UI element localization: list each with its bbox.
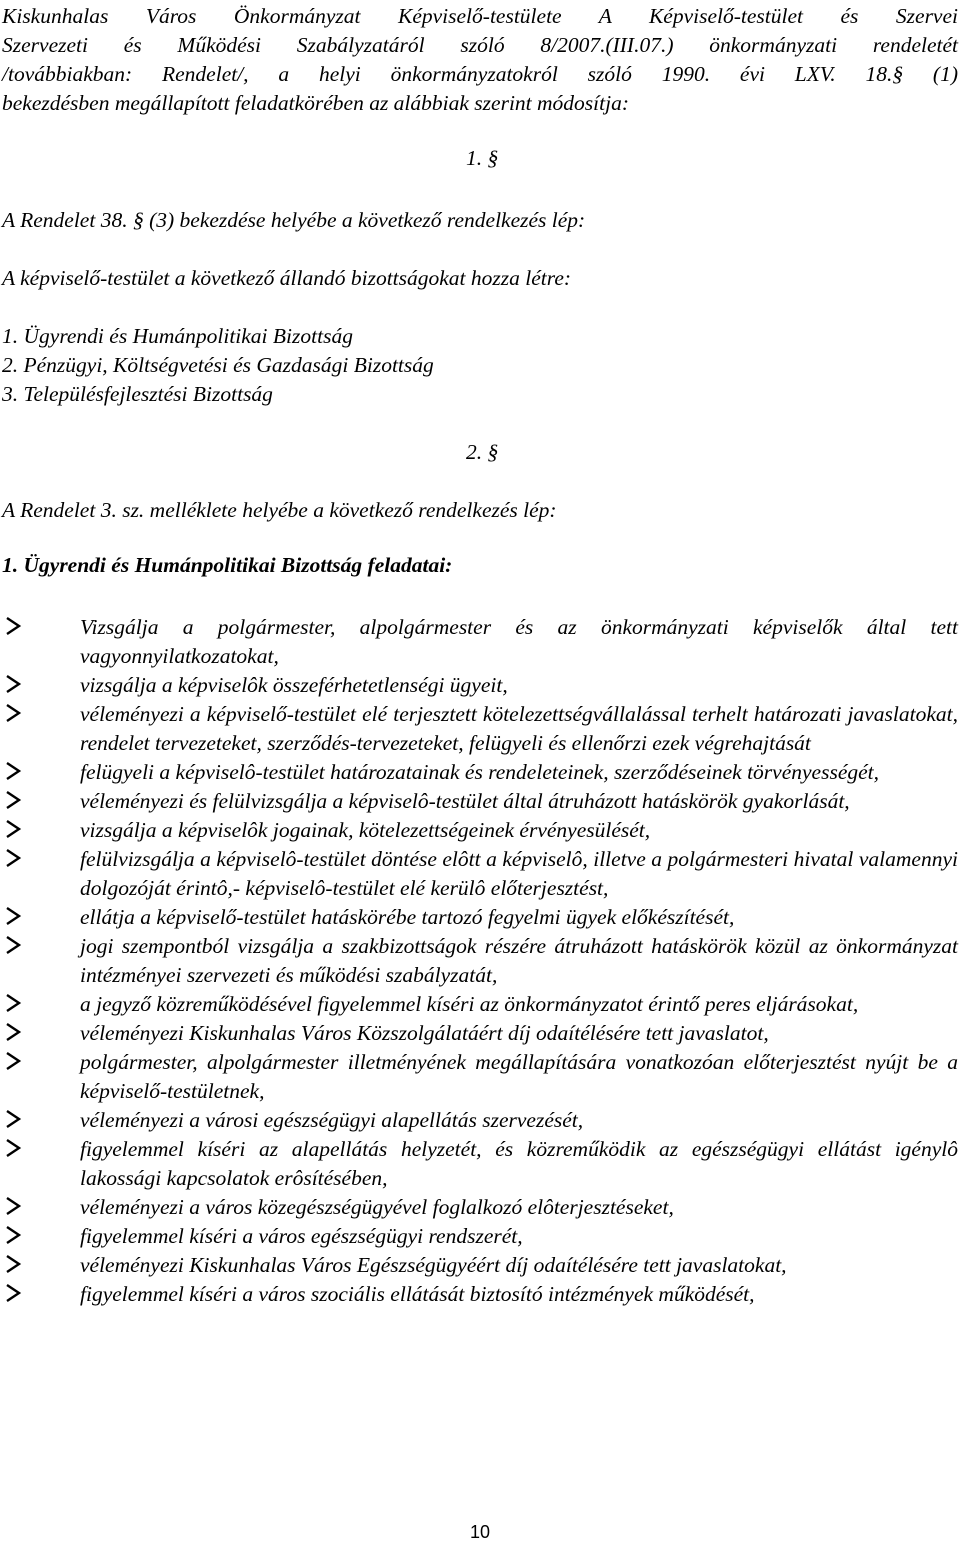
arrow-bullet-icon [4, 1195, 24, 1217]
arrow-bullet-icon [4, 1021, 24, 1043]
task-item: véleményezi Kiskunhalas Város Egészségügyéért díj odaítélésére tett javaslatokat, [0, 1251, 960, 1280]
task-item: figyelemmel kíséri a város egészségügyi rendszerét, [0, 1222, 960, 1251]
task-item: véleményezi és felülvizsgálja a képviselô-testület által átruházott hatáskörök gyakorlását, [0, 787, 960, 816]
intro-paragraph [2, 2, 958, 118]
task-item: figyelemmel kíséri a város szociális ellátását biztosító intézmények működését, [0, 1280, 960, 1309]
section-1-number: 1. § [466, 146, 499, 170]
task-item: felülvizsgálja a képviselô-testület döntése elôtt a képviselô, illetve a polgármesteri hivatal valamennyi dolgozóját érintô,- képviselô-testület elé kerülô előterjesztést, [0, 845, 960, 903]
task-item: jogi szempontból vizsgálja a szakbizottságok részére átruházott hatáskörök közül az önkormányzat intézményei szervezeti és működési szabályzatát, [0, 932, 960, 990]
arrow-bullet-icon [4, 1253, 24, 1275]
arrow-bullet-icon [4, 905, 24, 927]
arrow-bullet-icon [4, 1050, 24, 1072]
arrow-bullet-icon [4, 702, 24, 724]
committee-item: 1. Ügyrendi és Humánpolitikai Bizottság [2, 324, 353, 348]
task-item: Vizsgálja a polgármester, alpolgármester és az önkormányzati képviselők által tett vagyonnyilatkozatokat, [0, 613, 960, 671]
task-item: vizsgálja a képviselôk összeférhetetlenségi ügyeit, [0, 671, 960, 700]
arrow-bullet-icon [4, 847, 24, 869]
task-item: vizsgálja a képviselôk jogainak, kötelezettségeinek érvényesülését, [0, 816, 960, 845]
section-1-rule: A Rendelet 38. § (3) bekezdése helyébe a következő rendelkezés lép: [2, 208, 586, 232]
section-2-number: 2. § [466, 440, 499, 464]
arrow-bullet-icon [4, 818, 24, 840]
section-2-rule: A Rendelet 3. sz. melléklete helyébe a következő rendelkezés lép: [2, 498, 557, 522]
task-item: figyelemmel kíséri az alapellátás helyzetét, és közreműködik az egészségügyi ellátást igénylô lakossági kapcsolatok erôsítésében, [0, 1135, 960, 1193]
arrow-bullet-icon [4, 760, 24, 782]
committee-item: 3. Településfejlesztési Bizottság [2, 382, 273, 406]
task-item: ellátja a képviselő-testület hatáskörébe tartozó fegyelmi ügyek előkészítését, [0, 903, 960, 932]
task-item: felügyeli a képviselô-testület határozatainak és rendeleteinek, szerződéseinek törvényességét, [0, 758, 960, 787]
intro-line: Szervezeti és Működési Szabályzatáról szóló 8/2007.(III.07.) önkormányzati rendeletét [2, 33, 958, 57]
arrow-bullet-icon [4, 992, 24, 1014]
task-item: véleményezi Kiskunhalas Város Közszolgálatáért díj odaítélésére tett javaslatot, [0, 1019, 960, 1048]
arrow-bullet-icon [4, 789, 24, 811]
arrow-bullet-icon [4, 1108, 24, 1130]
intro-line: Kiskunhalas Város Önkormányzat Képviselő-testülete A Képviselő-testület és Szervei [2, 4, 958, 28]
arrow-bullet-icon [4, 1137, 24, 1159]
committee-item: 2. Pénzügyi, Költségvetési és Gazdasági Bizottság [2, 353, 434, 377]
intro-line: bekezdésben megállapított feladatkörében az alábbiak szerint módosítja: [2, 91, 629, 115]
task-item: a jegyző közreműködésével figyelemmel kíséri az önkormányzatot érintő peres eljárásokat, [0, 990, 960, 1019]
intro-line: /továbbiakban: Rendelet/, a helyi önkormányzatokról szóló 1990. évi LXV. 18.§ (1) [2, 62, 958, 86]
task-item: polgármester, alpolgármester illetményének megállapítására vonatkozóan előterjesztést nyújt be a képviselő-testületnek, [0, 1048, 960, 1106]
task-item: véleményezi a városi egészségügyi alapellátás szervezését, [0, 1106, 960, 1135]
arrow-bullet-icon [4, 615, 24, 637]
committee-tasks-heading: 1. Ügyrendi és Humánpolitikai Bizottság feladatai: [2, 553, 453, 577]
arrow-bullet-icon [4, 1282, 24, 1304]
task-item: véleményezi a város közegészségügyével foglalkozó elôterjesztéseket, [0, 1193, 960, 1222]
arrow-bullet-icon [4, 1224, 24, 1246]
task-item: véleményezi a képviselő-testület elé terjesztett kötelezettségvállalással terhelt határozati javaslatokat, rendelet tervezeteket, szerződés-tervezeteket, felügyeli és ellenőrzi ezek végrehajtását [0, 700, 960, 758]
section-1-statement: A képviselő-testület a következő állandó bizottságokat hozza létre: [2, 266, 572, 290]
arrow-bullet-icon [4, 934, 24, 956]
task-list [0, 613, 960, 1309]
arrow-bullet-icon [4, 673, 24, 695]
page-number: 10 [469, 1522, 491, 1542]
